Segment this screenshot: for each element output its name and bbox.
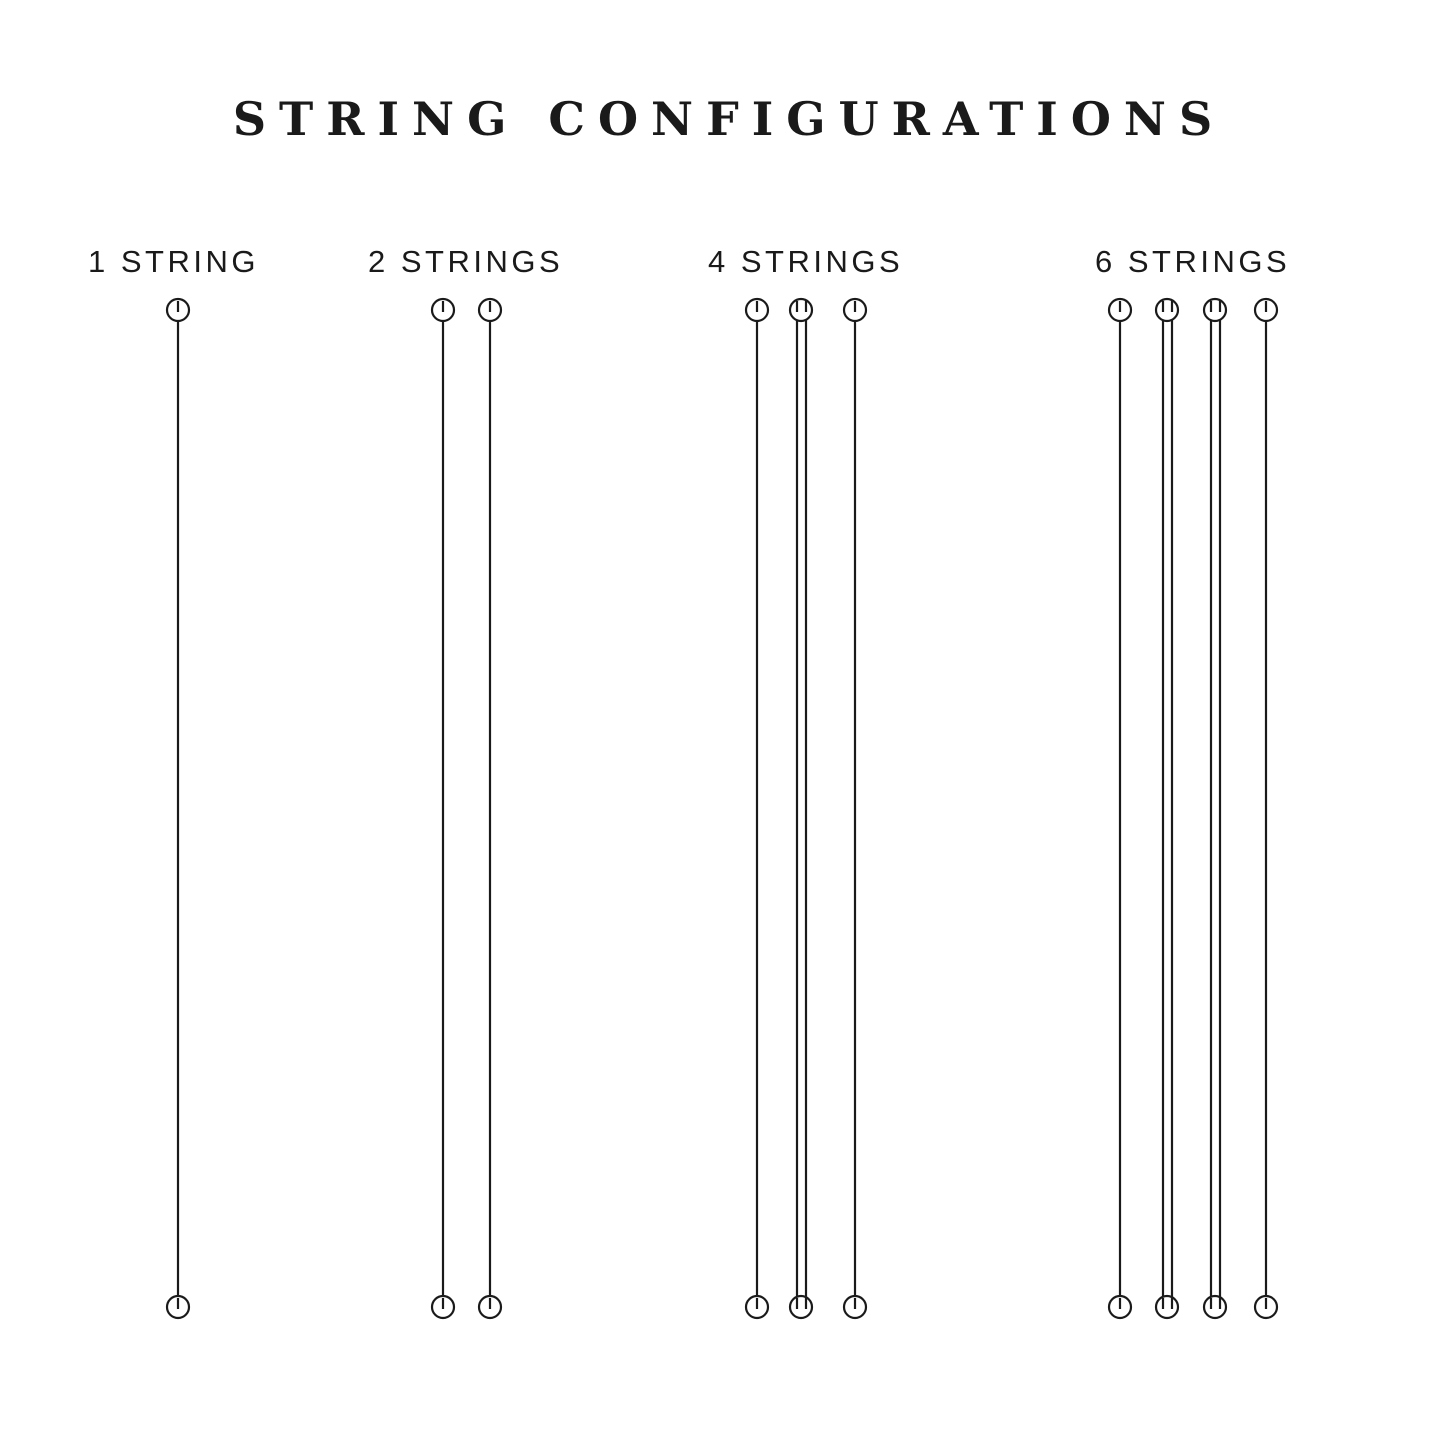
string-unit — [167, 299, 189, 1318]
string-group-4-strings — [746, 299, 866, 1318]
string-unit — [746, 299, 768, 1318]
group-label-6-strings: 6 STRINGS — [1095, 244, 1291, 279]
page-title: STRING CONFIGURATIONS — [232, 92, 1226, 146]
group-label-1-string: 1 STRING — [88, 244, 259, 279]
string-unit — [479, 299, 501, 1318]
string-unit — [432, 299, 454, 1318]
string-unit — [844, 299, 866, 1318]
group-label-4-strings: 4 STRINGS — [708, 244, 904, 279]
string-unit — [790, 299, 812, 1318]
string-unit — [1255, 299, 1277, 1318]
group-label-2-strings: 2 STRINGS — [368, 244, 564, 279]
string-unit — [1109, 299, 1131, 1318]
string-group-1-string — [167, 299, 189, 1318]
string-group-6-strings — [1109, 299, 1277, 1318]
string-unit — [1156, 299, 1178, 1318]
string-unit — [1204, 299, 1226, 1318]
string-group-2-strings — [432, 299, 501, 1318]
